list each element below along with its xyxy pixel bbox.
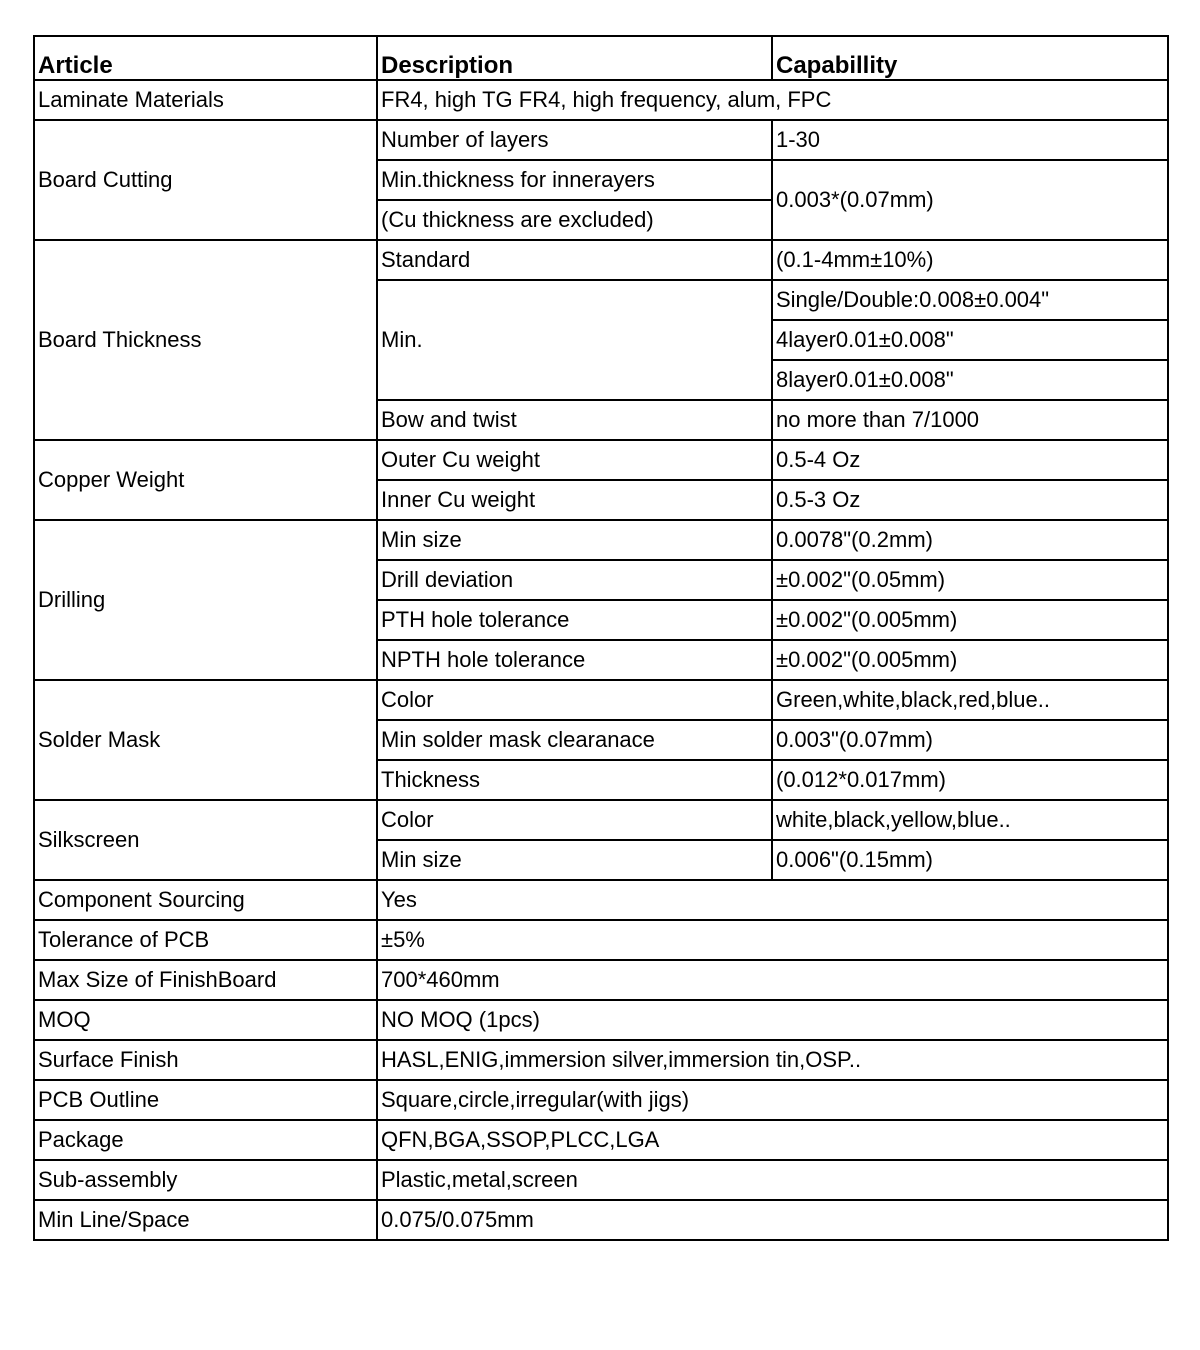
table-row [34, 1000, 1168, 1040]
description-cell: Color [377, 800, 772, 840]
capability-cell: 4layer0.01±0.008" [772, 320, 1168, 360]
table-row [34, 1080, 1168, 1120]
capability-cell: 8layer0.01±0.008" [772, 360, 1168, 400]
description-cell: Min.thickness for innerayers [377, 160, 772, 200]
description-cell: NO MOQ (1pcs) [377, 1000, 1168, 1040]
table-row [34, 80, 1168, 120]
description-cell: Inner Cu weight [377, 480, 772, 520]
description-cell: Drill deviation [377, 560, 772, 600]
description-cell: 700*460mm [377, 960, 1168, 1000]
table-row [34, 1120, 1168, 1160]
description-cell: 0.075/0.075mm [377, 1200, 1168, 1240]
description-cell: (Cu thickness are excluded) [377, 200, 772, 240]
table-header-row [34, 36, 1168, 80]
header-capability: Capabillity [772, 36, 1168, 80]
capability-cell: ±0.002"(0.005mm) [772, 640, 1168, 680]
article-cell: Component Sourcing [34, 880, 377, 920]
article-cell: Drilling [34, 520, 377, 680]
header-description: Description [377, 36, 772, 80]
table-row [34, 1200, 1168, 1240]
capability-cell: white,black,yellow,blue.. [772, 800, 1168, 840]
description-cell: Min solder mask clearanace [377, 720, 772, 760]
capability-table-container [33, 35, 1167, 1241]
article-cell: Laminate Materials [34, 80, 377, 120]
table-row [34, 800, 1168, 840]
article-cell: Surface Finish [34, 1040, 377, 1080]
pcb-capability-table [33, 35, 1169, 1241]
article-cell: Max Size of FinishBoard [34, 960, 377, 1000]
article-cell: Min Line/Space [34, 1200, 377, 1240]
header-article: Article [34, 36, 377, 80]
description-cell: Standard [377, 240, 772, 280]
table-row [34, 880, 1168, 920]
description-cell: Thickness [377, 760, 772, 800]
table-row [34, 920, 1168, 960]
description-cell: QFN,BGA,SSOP,PLCC,LGA [377, 1120, 1168, 1160]
table-row [34, 440, 1168, 480]
capability-cell: ±0.002"(0.05mm) [772, 560, 1168, 600]
capability-cell: no more than 7/1000 [772, 400, 1168, 440]
table-row [34, 520, 1168, 560]
capability-cell: 0.5-4 Oz [772, 440, 1168, 480]
capability-cell: 0.003*(0.07mm) [772, 160, 1168, 240]
description-cell: ±5% [377, 920, 1168, 960]
capability-cell: Single/Double:0.008±0.004" [772, 280, 1168, 320]
article-cell: Solder Mask [34, 680, 377, 800]
table-row [34, 1160, 1168, 1200]
table-row [34, 240, 1168, 280]
capability-cell: ±0.002"(0.005mm) [772, 600, 1168, 640]
article-cell: MOQ [34, 1000, 377, 1040]
description-cell: NPTH hole tolerance [377, 640, 772, 680]
description-cell: Min size [377, 520, 772, 560]
article-cell: Package [34, 1120, 377, 1160]
capability-cell: Green,white,black,red,blue.. [772, 680, 1168, 720]
description-cell: Min size [377, 840, 772, 880]
description-cell: Square,circle,irregular(with jigs) [377, 1080, 1168, 1120]
article-cell: Silkscreen [34, 800, 377, 880]
capability-cell: 1-30 [772, 120, 1168, 160]
article-cell: Board Cutting [34, 120, 377, 240]
article-cell: Sub-assembly [34, 1160, 377, 1200]
article-cell: PCB Outline [34, 1080, 377, 1120]
description-cell: Outer Cu weight [377, 440, 772, 480]
capability-cell: (0.1-4mm±10%) [772, 240, 1168, 280]
description-cell: PTH hole tolerance [377, 600, 772, 640]
description-cell: Color [377, 680, 772, 720]
description-cell: Min. [377, 280, 772, 400]
description-cell: Bow and twist [377, 400, 772, 440]
capability-cell: 0.5-3 Oz [772, 480, 1168, 520]
article-cell: Board Thickness [34, 240, 377, 440]
article-cell: Tolerance of PCB [34, 920, 377, 960]
table-row [34, 1040, 1168, 1080]
description-cell: HASL,ENIG,immersion silver,immersion tin,OSP.. [377, 1040, 1168, 1080]
description-cell: Plastic,metal,screen [377, 1160, 1168, 1200]
capability-cell: 0.003"(0.07mm) [772, 720, 1168, 760]
capability-cell: 0.006"(0.15mm) [772, 840, 1168, 880]
description-cell: FR4, high TG FR4, high frequency, alum, FPC [377, 80, 1168, 120]
description-cell: Yes [377, 880, 1168, 920]
table-row [34, 960, 1168, 1000]
article-cell: Copper Weight [34, 440, 377, 520]
description-cell: Number of layers [377, 120, 772, 160]
table-row [34, 680, 1168, 720]
table-row [34, 120, 1168, 160]
capability-cell: (0.012*0.017mm) [772, 760, 1168, 800]
capability-cell: 0.0078"(0.2mm) [772, 520, 1168, 560]
